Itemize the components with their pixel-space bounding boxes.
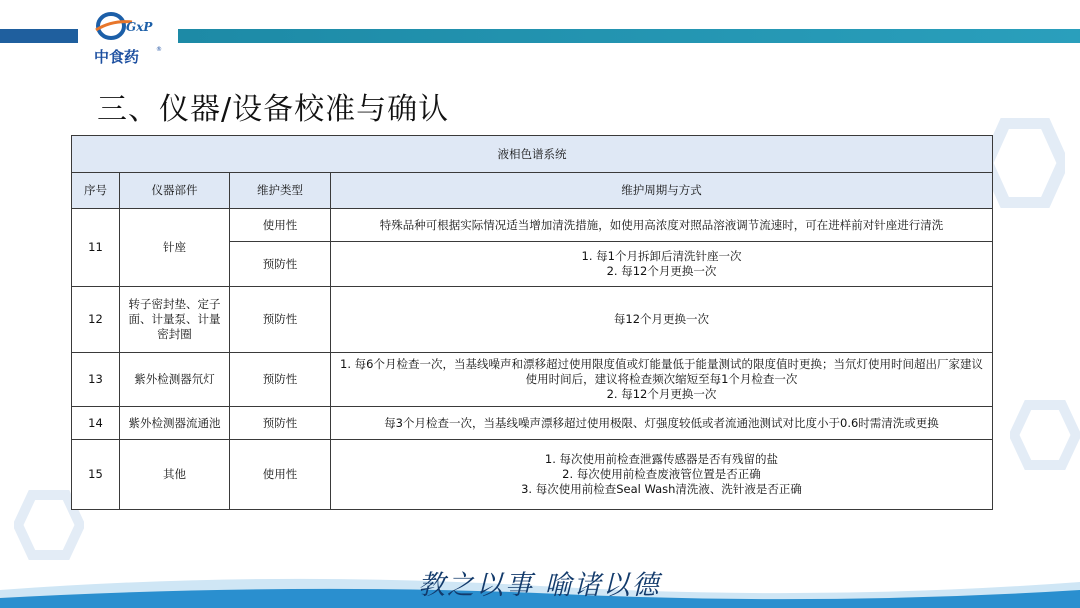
table-row	[72, 440, 993, 510]
column-header-type: 维护类型	[230, 173, 331, 209]
slide-title: 三、仪器/设备校准与确认	[97, 92, 450, 127]
row-type: 预防性	[230, 353, 331, 407]
system-name: 液相色谱系统	[72, 136, 993, 173]
row-no: 11	[72, 209, 120, 287]
table-row	[72, 209, 993, 242]
row-method	[331, 440, 993, 510]
row-part: 其他	[120, 440, 230, 510]
row-type: 预防性	[230, 287, 331, 353]
top-bar-left	[0, 29, 78, 43]
row-method	[331, 287, 993, 353]
row-no: 13	[72, 353, 120, 407]
table-row	[72, 287, 993, 353]
method-line: 2. 每12个月更换一次	[606, 387, 717, 401]
row-type: 使用性	[230, 209, 331, 242]
column-header-no: 序号	[72, 173, 120, 209]
row-type: 预防性	[230, 407, 331, 440]
top-bar-right	[178, 29, 1080, 43]
column-header-method: 维护周期与方式	[331, 173, 993, 209]
row-type: 使用性	[230, 440, 331, 510]
company-logo	[90, 6, 170, 68]
row-method	[331, 209, 993, 242]
table-system-row	[72, 136, 993, 173]
row-part: 紫外检测器流通池	[120, 407, 230, 440]
row-part: 紫外检测器氘灯	[120, 353, 230, 407]
method-line: 3. 每次使用前检查Seal Wash清洗液、洗针液是否正确	[521, 482, 802, 496]
row-method	[331, 242, 993, 287]
row-part: 针座	[120, 209, 230, 287]
row-part: 转子密封垫、定子面、计量泵、计量密封圈	[120, 287, 230, 353]
maintenance-table	[71, 135, 993, 510]
method-line: 2. 每12个月更换一次	[606, 264, 717, 278]
column-header-part: 仪器部件	[120, 173, 230, 209]
method-line: 1. 每6个月检查一次，当基线噪声和漂移超过使用限度值或灯能量低于能量测试的限度值时更换；当氘灯使用时间超出厂家建议使用时间后，建议将检查频次缩短至每1个月检查一次	[340, 357, 983, 386]
row-type: 预防性	[230, 242, 331, 287]
row-no: 15	[72, 440, 120, 510]
method-line: 特殊品种可根据实际情况适当增加清洗措施，如使用高浓度对照品溶液调节流速时，可在进样前对针座进行清洗	[379, 217, 944, 232]
row-method	[331, 407, 993, 440]
method-line: 2. 每次使用前检查废液管位置是否正确	[562, 467, 761, 481]
logo-registered-mark: ®	[156, 46, 162, 53]
table-row	[72, 353, 993, 407]
method-line: 每3个月检查一次，当基线噪声漂移超过使用极限、灯强度较低或者流通池测试对比度小于0.6时需清洗或更换	[384, 415, 939, 430]
logo-name-text: 中食药	[94, 48, 140, 66]
row-method	[331, 353, 993, 407]
method-line: 1. 每1个月拆卸后清洗针座一次	[581, 249, 742, 263]
logo-gxp-text: GxP	[126, 20, 153, 34]
method-line: 每12个月更换一次	[613, 312, 710, 326]
table-row	[72, 407, 993, 440]
decor-hexagon-top-right	[985, 118, 1065, 208]
table-header-row	[72, 173, 993, 209]
method-line: 1. 每次使用前检查泄露传感器是否有残留的盐	[544, 452, 779, 466]
slogan-text: 教之以事 喻诸以德	[418, 570, 661, 601]
decor-hexagon-right	[1010, 400, 1080, 470]
row-no: 14	[72, 407, 120, 440]
row-no: 12	[72, 287, 120, 353]
